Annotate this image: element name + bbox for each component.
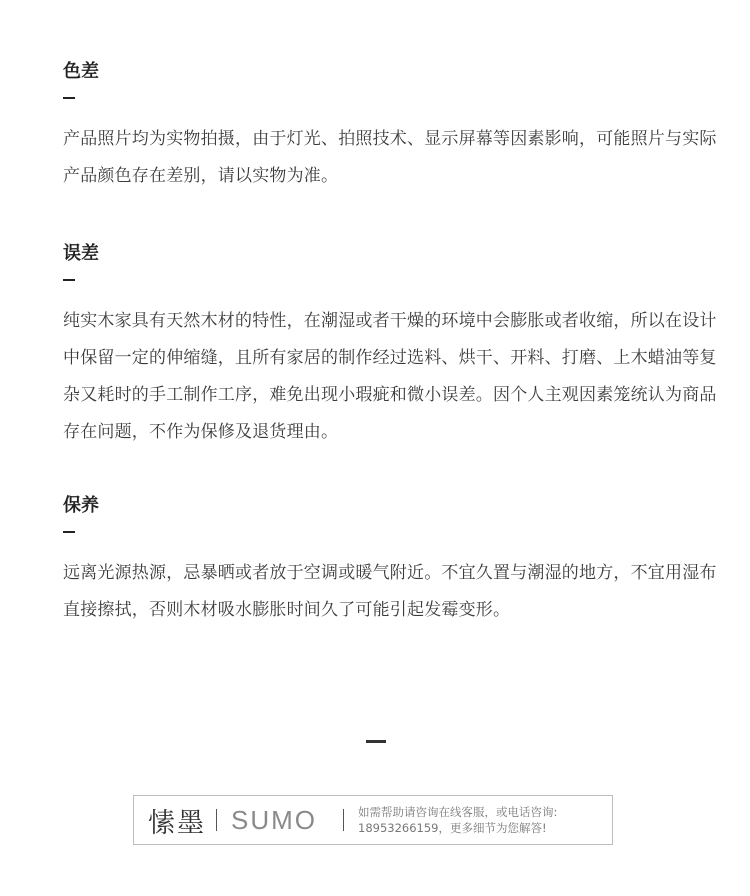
separator: [343, 809, 344, 831]
section-maintenance: [63, 494, 723, 629]
section-title: 色差: [63, 61, 99, 82]
section-body: 产品照片均为实物拍摄，由于灯光、拍照技术、显示屏幕等因素影响，可能照片与实际产品颜色存在差别，请以实物为准。: [63, 129, 717, 186]
section-color-difference: [63, 60, 723, 195]
divider-dash: [366, 740, 386, 743]
brand-name-english: SUMO: [231, 804, 317, 835]
contact-line: 如需帮助请咨询在线客服，或电话咨询:: [358, 805, 558, 819]
title-underline-dash: [63, 531, 75, 533]
title-underline-dash: [63, 97, 75, 99]
title-underline-dash: [63, 279, 75, 281]
section-body: 纯实木家具有天然木材的特性，在潮湿或者干燥的环境中会膨胀或者收缩，所以在设计中保留一定的伸缩缝，且所有家居的制作经过选料、烘干、开料、打磨、上木蜡油等复杂又耗时的手工制作工序，难免出现小瑕疵和微小误差。因个人主观因素笼统认为商品存在问题，不作为保修及退货理由。: [63, 311, 717, 442]
section-body: 远离光源热源，忌暴晒或者放于空调或暖气附近。不宜久置与潮湿的地方，不宜用湿布直接擦拭，否则木材吸水膨胀时间久了可能引起发霉变形。: [63, 563, 717, 620]
contact-info: [358, 804, 557, 836]
contact-line: 18953266159，更多细节为您解答!: [358, 821, 547, 835]
brand-footer: [133, 795, 613, 845]
separator: [216, 809, 217, 831]
section-tolerance: [63, 242, 723, 451]
section-title: 误差: [63, 243, 99, 264]
brand-name-chinese: 愫墨: [148, 807, 206, 839]
section-title: 保养: [63, 495, 99, 516]
